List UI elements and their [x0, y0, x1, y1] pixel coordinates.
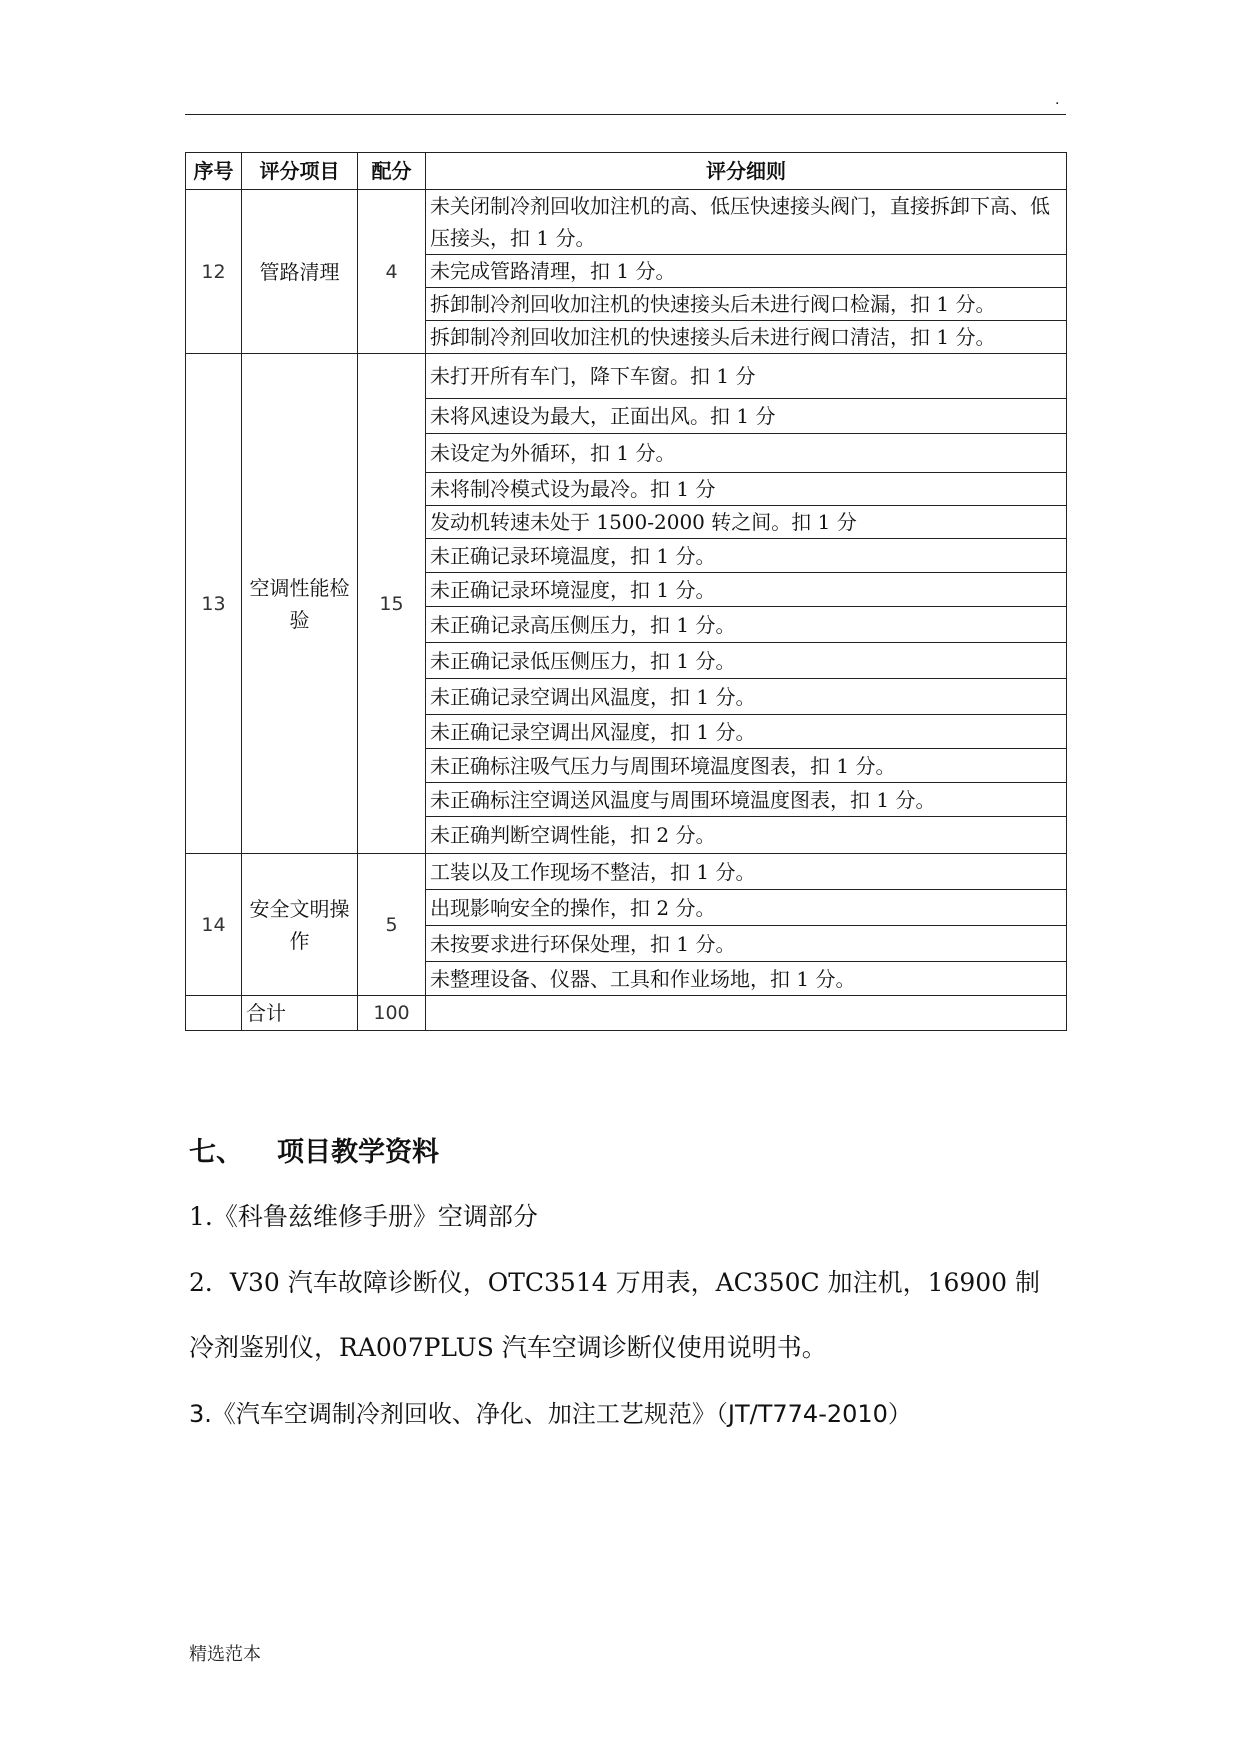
table-row	[186, 190, 1067, 255]
header-mark: .	[1055, 92, 1060, 108]
table-row	[186, 854, 1067, 890]
total-label: 合计	[242, 996, 358, 1031]
row-rule: 未将风速设为最大，正面出风。扣 1 分	[426, 399, 1067, 434]
row-rule: 未正确记录空调出风温度，扣 1 分。	[426, 679, 1067, 715]
total-score: 100	[358, 996, 426, 1031]
row-rule: 未整理设备、仪器、工具和作业场地，扣 1 分。	[426, 962, 1067, 996]
row-rule: 未设定为外循环，扣 1 分。	[426, 434, 1067, 473]
row-rule: 未正确判断空调性能，扣 2 分。	[426, 817, 1067, 854]
header-rules: 评分细则	[426, 153, 1067, 190]
row-score: 15	[358, 354, 426, 854]
table-row	[186, 354, 1067, 399]
header-item: 评分项目	[242, 153, 358, 190]
scoring-table	[185, 152, 1067, 1031]
row-rule: 拆卸制冷剂回收加注机的快速接头后未进行阀口清洁，扣 1 分。	[426, 321, 1067, 354]
row-score: 5	[358, 854, 426, 996]
header-rule	[185, 114, 1066, 115]
row-item: 安全文明操作	[242, 854, 358, 996]
row-rule: 未正确标注吸气压力与周围环境温度图表，扣 1 分。	[426, 749, 1067, 783]
row-rule: 未按要求进行环保处理，扣 1 分。	[426, 926, 1067, 962]
row-rule: 未打开所有车门，降下车窗。扣 1 分	[426, 354, 1067, 399]
table-total-row	[186, 996, 1067, 1031]
row-rule: 未正确记录低压侧压力，扣 1 分。	[426, 643, 1067, 679]
row-rule: 未将制冷模式设为最冷。扣 1 分	[426, 473, 1067, 506]
row-rule: 未正确标注空调送风温度与周围环境温度图表，扣 1 分。	[426, 783, 1067, 817]
row-no: 13	[186, 354, 242, 854]
row-item: 管路清理	[242, 190, 358, 354]
reference-item-1: 1.《科鲁兹维修手册》空调部分	[189, 1202, 538, 1231]
row-rule: 未正确记录环境温度，扣 1 分。	[426, 539, 1067, 573]
row-rule: 工装以及工作现场不整洁，扣 1 分。	[426, 854, 1067, 890]
section-title	[189, 1130, 439, 1169]
header-score: 配分	[358, 153, 426, 190]
row-rule: 未关闭制冷剂回收加注机的高、低压快速接头阀门，直接拆卸下高、低压接头，扣 1 分。	[426, 190, 1067, 255]
reference-item-2: 2．V30 汽车故障诊断仪，OTC3514 万用表，AC350C 加注机，16900 制	[189, 1268, 1041, 1297]
row-no: 12	[186, 190, 242, 354]
row-rule: 未正确记录高压侧压力，扣 1 分。	[426, 607, 1067, 643]
header-no: 序号	[186, 153, 242, 190]
row-rule: 发动机转速未处于 1500-2000 转之间。扣 1 分	[426, 506, 1067, 539]
row-rule: 拆卸制冷剂回收加注机的快速接头后未进行阀口检漏，扣 1 分。	[426, 288, 1067, 321]
reference-item-2-cont: 冷剂鉴别仪，RA007PLUS 汽车空调诊断仪使用说明书。	[189, 1333, 827, 1362]
row-rule: 未正确记录环境湿度，扣 1 分。	[426, 573, 1067, 607]
reference-item-3: 3.《汽车空调制冷剂回收、净化、加注工艺规范》（JT/T774-2010）	[189, 1400, 912, 1428]
total-rule	[426, 996, 1067, 1031]
table-header-row	[186, 153, 1067, 190]
row-rule: 未完成管路清理，扣 1 分。	[426, 255, 1067, 288]
row-rule: 出现影响安全的操作，扣 2 分。	[426, 890, 1067, 926]
row-score: 4	[358, 190, 426, 354]
total-no	[186, 996, 242, 1031]
row-item: 空调性能检验	[242, 354, 358, 854]
row-rule: 未正确记录空调出风湿度，扣 1 分。	[426, 715, 1067, 749]
row-no: 14	[186, 854, 242, 996]
footer-text: 精选范本	[189, 1644, 261, 1665]
section-heading: 项目教学资料	[277, 1137, 439, 1168]
section-number: 七、	[189, 1137, 243, 1168]
